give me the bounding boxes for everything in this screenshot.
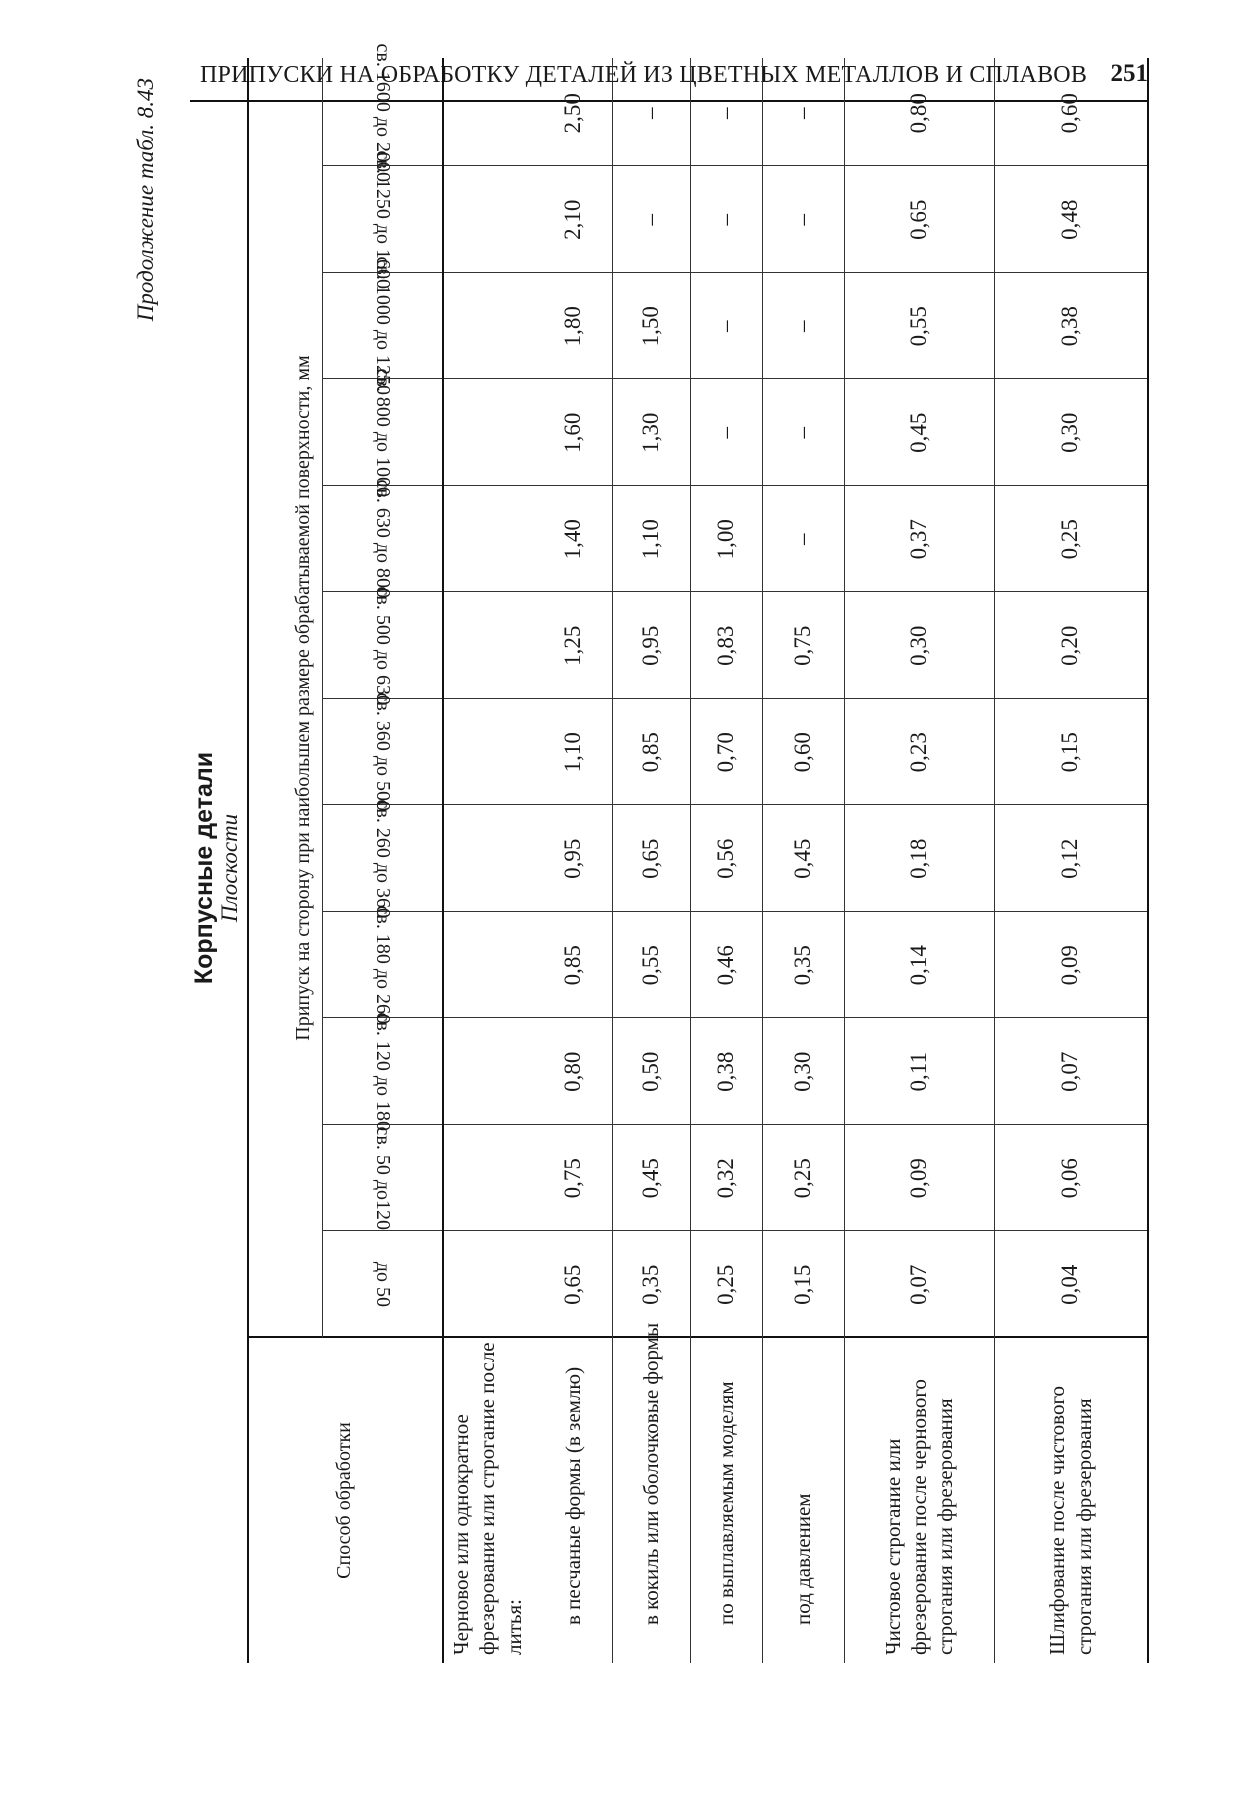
table-cell: 0,11 xyxy=(905,1052,931,1092)
table-cell: 0,50 xyxy=(637,1051,663,1092)
table-cell: – xyxy=(789,533,815,545)
method-label: в песчаные формы (в землю) xyxy=(560,1366,585,1625)
table-cell: – xyxy=(712,214,738,226)
table-cell: 2,10 xyxy=(559,199,585,240)
column-header-label: св. 180 до 260 xyxy=(371,906,394,1025)
table-cell: 1,50 xyxy=(637,306,663,347)
table-cell: 0,32 xyxy=(712,1158,738,1199)
table-cell: 1,10 xyxy=(637,519,663,560)
table-cell: 0,60 xyxy=(1057,93,1083,134)
table-cell: 0,83 xyxy=(712,625,738,666)
table-cell: 0,15 xyxy=(789,1264,815,1305)
column-header xyxy=(322,799,442,918)
table-cell: 0,37 xyxy=(905,519,931,560)
table-cell: 0,48 xyxy=(1057,199,1083,240)
group-label: Черновое или однократное фрезерование или строгание после литья: xyxy=(449,1342,526,1655)
table-cell: 0,07 xyxy=(1057,1051,1083,1092)
table-cell: – xyxy=(637,214,663,226)
table-cell: 1,60 xyxy=(559,412,585,453)
table-cell: 0,46 xyxy=(712,945,738,986)
table-cell: 0,06 xyxy=(1057,1158,1083,1199)
table-cell: 0,70 xyxy=(712,732,738,773)
table-cell: 0,35 xyxy=(789,945,815,986)
table-cell: 0,95 xyxy=(637,625,663,666)
table-cell: 0,38 xyxy=(712,1051,738,1092)
table-cell: – xyxy=(712,107,738,119)
method-label: Чистовое строгание или фрезерование после чернового строгания или фрезерования xyxy=(880,1379,958,1655)
allowance-header: Припуск на сторону при наибольшем размере обрабатываемой поверхности, мм xyxy=(291,355,314,1041)
column-header-label: св. 1600 до 2000 xyxy=(371,44,394,183)
table-cell: 0,30 xyxy=(789,1051,815,1092)
table-cell: – xyxy=(637,107,663,119)
table-cell: – xyxy=(712,427,738,439)
table-cell: 0,56 xyxy=(712,838,738,879)
table-cell: 1,00 xyxy=(712,519,738,560)
column-header xyxy=(322,368,442,497)
column-header-label: св. 50 до120 xyxy=(371,1126,394,1230)
table-cell: – xyxy=(789,427,815,439)
column-header-label: св. 630 до 800 xyxy=(371,480,394,599)
column-header-label: св. 120 до 180 xyxy=(371,1012,394,1131)
table-cell: – xyxy=(789,320,815,332)
column-header-label: св. 500 до 630 xyxy=(371,586,394,705)
table-cell: 0,45 xyxy=(637,1158,663,1199)
table-cell: 0,45 xyxy=(789,838,815,879)
table-cell: 0,18 xyxy=(905,838,931,879)
column-header xyxy=(322,1125,442,1232)
table-cell: 0,25 xyxy=(789,1158,815,1199)
table-cell: 0,80 xyxy=(559,1051,585,1092)
table-cell: 0,75 xyxy=(789,625,815,666)
allowance-table xyxy=(172,44,1147,1663)
method-label: под давлением xyxy=(790,1493,815,1625)
column-header-label: св. 1250 до 1600 xyxy=(371,150,394,289)
table-cell: 0,65 xyxy=(559,1264,585,1305)
table-bottom-rule xyxy=(1147,58,1149,1663)
table-cell: 0,65 xyxy=(905,199,931,240)
table-cell: 1,40 xyxy=(559,519,585,560)
method-label: Шлифование после чистового строгания или фрезерования xyxy=(1045,1385,1096,1655)
table-cell: – xyxy=(789,107,815,119)
column-header xyxy=(322,906,442,1025)
method-header: Способ обработки xyxy=(333,1422,355,1579)
table-cell: 0,80 xyxy=(905,93,931,134)
table-cell: 0,60 xyxy=(789,732,815,773)
column-header xyxy=(322,693,442,812)
column-header xyxy=(322,586,442,705)
table-cell: 0,38 xyxy=(1057,306,1083,347)
table-cell: 0,55 xyxy=(637,945,663,986)
table-cell: 0,15 xyxy=(1057,732,1083,773)
table-cell: 0,07 xyxy=(905,1264,931,1305)
column-header xyxy=(322,1232,442,1339)
table-cell: 0,12 xyxy=(1057,838,1083,879)
table-cell: 0,55 xyxy=(905,306,931,347)
column-header-label: св. 800 до 1000 xyxy=(371,368,394,497)
table-cell: – xyxy=(789,214,815,226)
table-cell: – xyxy=(712,320,738,332)
table-cell: 0,14 xyxy=(905,945,931,986)
table-cell: 0,23 xyxy=(905,732,931,773)
table-cell: 1,10 xyxy=(559,732,585,773)
table-cell: 0,25 xyxy=(712,1264,738,1305)
column-header xyxy=(322,480,442,599)
column-header-label: св. 360 до 500 xyxy=(371,693,394,812)
table-cell: 0,30 xyxy=(905,625,931,666)
table-cell: 1,80 xyxy=(559,306,585,347)
column-header-label: св. 1000 до 1250 xyxy=(371,257,394,396)
table-cell: 0,30 xyxy=(1057,412,1083,453)
running-title: ПРИПУСКИ НА ОБРАБОТКУ ДЕТАЛЕЙ ИЗ ЦВЕТНЫХ МЕТАЛЛОВ И СПЛАВОВ xyxy=(200,62,1088,88)
continuation-label: Продолжение табл. 8.43 xyxy=(133,78,158,322)
table-cell: 0,85 xyxy=(559,945,585,986)
table-subtitle: Плоскости xyxy=(217,813,242,923)
table-cell: 1,30 xyxy=(637,412,663,453)
rotated-table-area xyxy=(130,44,1130,1678)
column-header xyxy=(322,44,442,183)
table-cell: 0,09 xyxy=(1057,945,1083,986)
method-label: в кокиль или оболочковые формы xyxy=(638,1322,663,1625)
column-header-label: до 50 xyxy=(371,1262,394,1308)
table-cell: 0,75 xyxy=(559,1158,585,1199)
table-title: Корпусные детали xyxy=(190,751,218,985)
column-header-label: св. 260 до 360 xyxy=(371,799,394,918)
table-cell: 0,04 xyxy=(1057,1264,1083,1305)
table-cell: 0,09 xyxy=(905,1158,931,1199)
page-number: 251 xyxy=(1110,60,1148,87)
table-cell: 0,85 xyxy=(637,732,663,773)
table-cell: 0,25 xyxy=(1057,519,1083,560)
method-label: по выплавляемым моделям xyxy=(713,1381,738,1625)
column-header xyxy=(322,150,442,289)
table-cell: 2,50 xyxy=(559,93,585,134)
column-header xyxy=(322,1012,442,1131)
table-cell: 0,95 xyxy=(559,838,585,879)
table-cell: 0,45 xyxy=(905,412,931,453)
table-cell: 0,65 xyxy=(637,838,663,879)
table-cell: 0,20 xyxy=(1057,625,1083,666)
table-cell: 1,25 xyxy=(559,625,585,666)
table-cell: 0,35 xyxy=(637,1264,663,1305)
